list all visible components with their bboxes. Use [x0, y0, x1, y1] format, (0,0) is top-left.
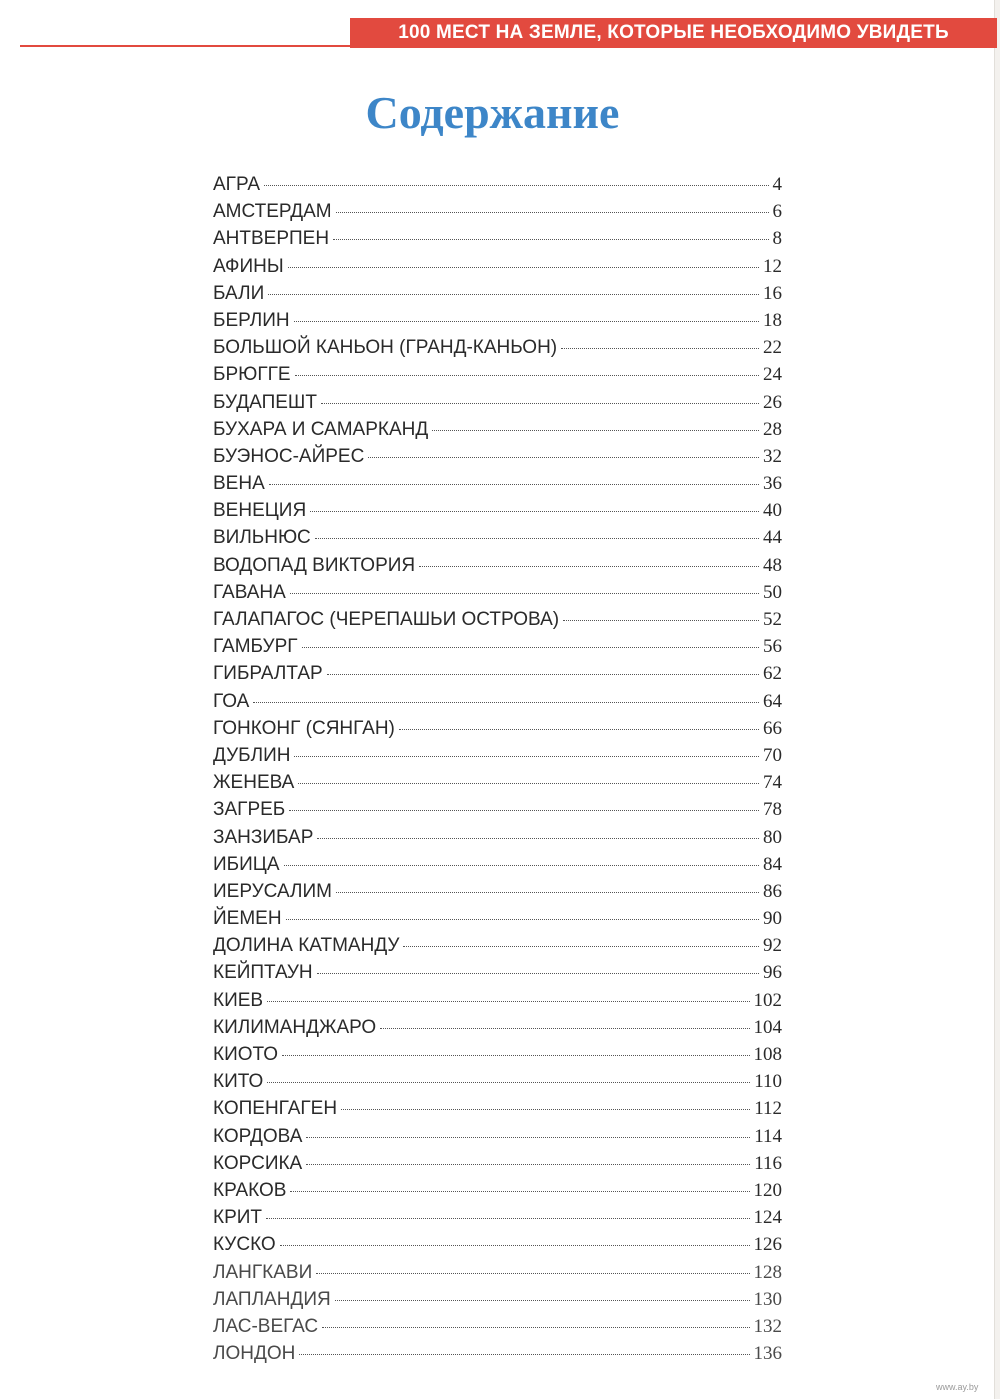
toc-entry-name: ДОЛИНА КАТМАНДУ [213, 935, 400, 957]
toc-entry-name: БОЛЬШОЙ КАНЬОН (ГРАНД-КАНЬОН) [213, 337, 558, 359]
toc-entry-name: ГОА [213, 690, 250, 712]
toc-entry [213, 392, 782, 419]
toc-entry-page: 50 [763, 581, 782, 603]
toc-entry-page: 40 [763, 500, 782, 522]
toc-entry-page: 16 [763, 282, 782, 304]
toc-entry-page: 56 [763, 636, 782, 658]
toc-dot-leader [290, 1191, 749, 1192]
toc-entry-page: 6 [772, 201, 782, 223]
toc-entry-name: АМСТЕРДАМ [213, 201, 332, 223]
toc-entry-name: КИЛИМАНДЖАРО [213, 1016, 377, 1038]
toc-entry [213, 663, 782, 690]
toc-dot-leader [317, 838, 759, 839]
toc-entry-page: 66 [763, 717, 782, 739]
toc-entry-page: 116 [754, 1152, 782, 1174]
toc-entry-page: 32 [763, 445, 782, 467]
toc-entry-page: 4 [772, 174, 782, 195]
toc-dot-leader [333, 239, 768, 240]
toc-entry [213, 827, 782, 854]
toc-dot-leader [315, 538, 759, 539]
toc-dot-leader [288, 267, 759, 268]
toc-entry-page: 120 [753, 1179, 782, 1201]
toc-dot-leader [282, 1055, 749, 1056]
toc-dot-leader [306, 1137, 750, 1138]
toc-entry-name: ВЕНЕЦИЯ [213, 500, 307, 522]
toc-entry-name: БУДАПЕШТ [213, 391, 317, 413]
toc-entry-page: 136 [753, 1343, 782, 1365]
toc-entry [213, 691, 782, 718]
toc-entry [213, 1316, 782, 1343]
toc-dot-leader [302, 647, 759, 648]
toc-entry-name: ВИЛЬНЮС [213, 527, 311, 549]
toc-entry-name: КОРДОВА [213, 1125, 303, 1147]
toc-dot-leader [403, 946, 759, 947]
toc-entry [213, 1017, 782, 1044]
toc-entry-page: 78 [763, 799, 782, 821]
toc-dot-leader [327, 674, 759, 675]
toc-entry [213, 201, 782, 228]
toc-dot-leader [306, 1164, 750, 1165]
toc-entry-page: 84 [763, 853, 782, 875]
toc-entry [213, 609, 782, 636]
toc-entry [213, 1153, 782, 1180]
toc-entry-page: 70 [763, 744, 782, 766]
toc-dot-leader [267, 1001, 749, 1002]
toc-entry [213, 582, 782, 609]
toc-entry-name: ЛАПЛАНДИЯ [213, 1288, 331, 1310]
toc-entry-page: 112 [754, 1098, 782, 1120]
toc-dot-leader [336, 892, 759, 893]
toc-dot-leader [295, 375, 759, 376]
toc-dot-leader [432, 430, 759, 431]
toc-entry-name: БУЭНОС-АЙРЕС [213, 445, 365, 467]
toc-entry-page: 96 [763, 962, 782, 984]
toc-dot-leader [284, 865, 759, 866]
toc-entry-name: АФИНЫ [213, 255, 284, 277]
toc-entry-page: 108 [753, 1044, 782, 1065]
toc-entry-name: ВЕНА [213, 473, 265, 495]
toc-entry [213, 446, 782, 473]
toc-entry-name: ГИБРАЛТАР [213, 663, 323, 685]
toc-entry [213, 527, 782, 554]
toc-entry-page: 8 [772, 228, 782, 250]
toc-dot-leader [335, 1300, 750, 1301]
toc-dot-leader [563, 620, 759, 621]
toc-entry [213, 636, 782, 663]
toc-entry-name: ЗАГРЕБ [213, 799, 286, 821]
toc-entry-page: 126 [753, 1234, 782, 1256]
toc-entry-page: 18 [763, 309, 782, 331]
toc-entry-name: БАЛИ [213, 282, 265, 304]
toc-entry-page: 64 [763, 690, 782, 712]
page-edge [994, 0, 1000, 1399]
toc-entry [213, 310, 782, 337]
toc-entry-name: ГОНКОНГ (СЯНГАН) [213, 717, 395, 739]
toc-dot-leader [321, 403, 759, 404]
toc-entry-name: БЕРЛИН [213, 309, 290, 331]
toc-dot-leader [298, 783, 759, 784]
toc-entry-page: 114 [754, 1125, 782, 1147]
toc-entry-name: БУХАРА И САМАРКАНД [213, 418, 429, 440]
toc-entry-name: АГРА [213, 174, 261, 195]
toc-dot-leader [286, 919, 759, 920]
header-rule [20, 45, 350, 47]
toc-entry-name: ЙЕМЕН [213, 908, 282, 930]
toc-entry [213, 337, 782, 364]
toc-entry [213, 908, 782, 935]
toc-entry [213, 1234, 782, 1261]
toc-dot-leader [341, 1109, 750, 1110]
toc-entry-page: 130 [753, 1288, 782, 1310]
toc-dot-leader [289, 810, 759, 811]
toc-entry [213, 256, 782, 283]
toc-entry-name: КИТО [213, 1071, 264, 1093]
toc-entry [213, 1343, 782, 1370]
header-banner: 100 МЕСТ НА ЗЕМЛЕ, КОТОРЫЕ НЕОБХОДИМО УВИДЕТЬ [350, 18, 997, 48]
toc-entry-page: 36 [763, 473, 782, 495]
toc-entry-page: 128 [753, 1261, 782, 1283]
toc-entry [213, 174, 782, 201]
toc-entry [213, 1180, 782, 1207]
toc-entry-page: 132 [753, 1315, 782, 1337]
toc-dot-leader [269, 484, 759, 485]
toc-entry-name: КИОТО [213, 1044, 279, 1065]
toc-dot-leader [316, 1273, 749, 1274]
toc-entry [213, 1044, 782, 1071]
toc-entry-page: 124 [753, 1207, 782, 1229]
toc-dot-leader [280, 1245, 750, 1246]
toc-entry [213, 935, 782, 962]
table-of-contents [213, 174, 782, 1370]
toc-entry-page: 22 [763, 337, 782, 359]
toc-entry-page: 24 [763, 364, 782, 386]
toc-entry-name: ГАВАНА [213, 581, 286, 603]
toc-entry-name: ИЕРУСАЛИМ [213, 880, 333, 902]
toc-entry-name: ЛАС-ВЕГАС [213, 1315, 319, 1337]
toc-entry-name: КРИТ [213, 1207, 263, 1229]
toc-entry [213, 772, 782, 799]
toc-entry-name: КИЕВ [213, 989, 264, 1011]
toc-dot-leader [253, 702, 759, 703]
toc-entry [213, 228, 782, 255]
toc-dot-leader [294, 321, 759, 322]
toc-entry [213, 799, 782, 826]
toc-dot-leader [294, 756, 759, 757]
toc-entry-page: 92 [763, 935, 782, 957]
toc-dot-leader [322, 1327, 749, 1328]
toc-entry-page: 44 [763, 527, 782, 549]
toc-dot-leader [310, 511, 759, 512]
toc-entry-name: АНТВЕРПЕН [213, 228, 330, 250]
toc-entry-name: БРЮГГЕ [213, 364, 291, 386]
toc-entry-page: 74 [763, 772, 782, 794]
toc-entry [213, 364, 782, 391]
toc-entry [213, 990, 782, 1017]
toc-entry [213, 1071, 782, 1098]
toc-dot-leader [268, 294, 759, 295]
toc-entry-name: ЖЕНЕВА [213, 772, 295, 794]
toc-entry-name: ИБИЦА [213, 853, 280, 875]
toc-entry [213, 962, 782, 989]
toc-entry [213, 1098, 782, 1125]
toc-entry [213, 1126, 782, 1153]
toc-dot-leader [264, 185, 768, 186]
toc-dot-leader [267, 1082, 750, 1083]
page-title: Содержание [365, 87, 620, 138]
toc-entry [213, 473, 782, 500]
toc-entry-page: 26 [763, 391, 782, 413]
toc-entry-name: ЗАНЗИБАР [213, 826, 314, 848]
toc-entry-page: 48 [763, 554, 782, 576]
toc-entry [213, 500, 782, 527]
toc-dot-leader [561, 348, 759, 349]
toc-entry [213, 419, 782, 446]
toc-entry-name: ЛАНГКАВИ [213, 1261, 313, 1283]
toc-dot-leader [336, 212, 769, 213]
toc-dot-leader [368, 457, 759, 458]
toc-entry-page: 110 [754, 1071, 782, 1093]
toc-entry-page: 80 [763, 826, 782, 848]
toc-entry [213, 555, 782, 582]
toc-dot-leader [419, 566, 759, 567]
toc-entry-page: 104 [753, 1016, 782, 1038]
toc-entry-page: 12 [763, 255, 782, 277]
toc-entry-name: ГАЛАПАГОС (ЧЕРЕПАШЬИ ОСТРОВА) [213, 609, 560, 630]
toc-entry [213, 1262, 782, 1289]
toc-entry-page: 102 [753, 989, 782, 1011]
toc-entry [213, 283, 782, 310]
toc-entry [213, 854, 782, 881]
toc-dot-leader [317, 973, 759, 974]
toc-entry-page: 90 [763, 908, 782, 930]
toc-entry-name: КОРСИКА [213, 1152, 303, 1174]
toc-dot-leader [266, 1218, 749, 1219]
toc-entry-name: ГАМБУРГ [213, 636, 298, 658]
toc-entry [213, 718, 782, 745]
toc-entry-name: КУСКО [213, 1234, 276, 1256]
toc-entry-name: ВОДОПАД ВИКТОРИЯ [213, 554, 416, 576]
toc-dot-leader [380, 1028, 749, 1029]
watermark: www.ay.by [936, 1382, 979, 1392]
toc-entry-page: 86 [763, 880, 782, 902]
toc-entry-name: КЕЙПТАУН [213, 962, 313, 984]
toc-entry-page: 52 [763, 609, 782, 630]
toc-entry [213, 1207, 782, 1234]
toc-entry-name: ЛОНДОН [213, 1343, 296, 1365]
toc-entry [213, 1289, 782, 1316]
toc-dot-leader [399, 729, 759, 730]
toc-entry-page: 62 [763, 663, 782, 685]
toc-entry [213, 745, 782, 772]
toc-entry [213, 881, 782, 908]
toc-entry-name: ДУБЛИН [213, 744, 291, 766]
toc-dot-leader [299, 1354, 749, 1355]
toc-entry-name: КРАКОВ [213, 1179, 287, 1201]
toc-entry-name: КОПЕНГАГЕН [213, 1098, 338, 1120]
toc-dot-leader [290, 593, 759, 594]
toc-entry-page: 28 [763, 418, 782, 440]
